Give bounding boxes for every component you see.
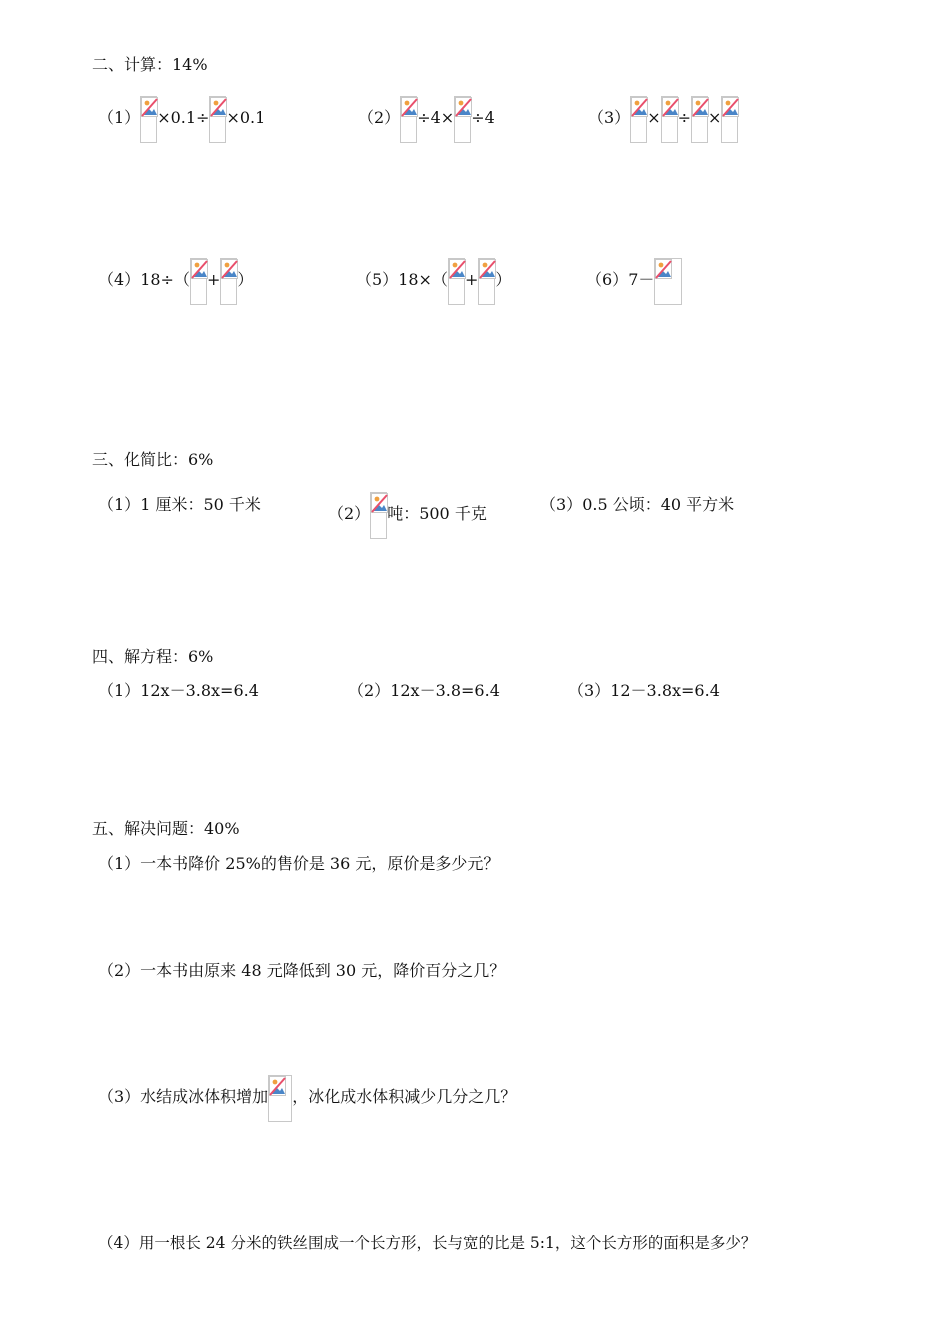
expr-text: 18×（ — [398, 270, 448, 289]
item-label: （3） — [588, 108, 631, 127]
broken-image-icon — [630, 96, 647, 143]
item-label: （2） — [358, 108, 401, 127]
item-label: （2） — [348, 681, 391, 700]
item-text: 12－3.8x=6.4 — [610, 681, 720, 700]
item-text: 0.5 公顷：40 平方米 — [582, 495, 735, 514]
ratio-item-1 — [98, 492, 261, 515]
broken-image-icon — [691, 96, 708, 143]
expr-text: + — [464, 270, 479, 289]
item-label: （1） — [98, 495, 141, 514]
broken-image-icon — [209, 96, 226, 143]
equation-item-1 — [98, 678, 259, 701]
problem-text: ，冰化成水体积减少几分之几？ — [292, 1087, 517, 1106]
section-title-calc: 二、计算：14% — [92, 55, 208, 74]
expr-text: ÷4× — [417, 108, 455, 127]
problem-3 — [98, 1075, 516, 1122]
expr-text: ） — [495, 270, 512, 289]
ratio-item-3 — [540, 492, 734, 515]
broken-image-icon — [448, 258, 465, 305]
ratio-item-2 — [328, 492, 487, 539]
problem-text: （3）水结成冰体积增加 — [98, 1087, 269, 1106]
section-title-equation: 四、解方程：6% — [92, 647, 214, 666]
broken-image-icon — [454, 96, 471, 143]
broken-image-icon — [268, 1075, 292, 1122]
expr-text: 7－ — [628, 270, 655, 289]
broken-image-icon — [400, 96, 417, 143]
item-label: （5） — [356, 270, 399, 289]
section-title-ratio: 三、化简比：6% — [92, 450, 214, 469]
broken-image-icon — [654, 258, 682, 305]
expr-text: ） — [237, 270, 254, 289]
expr-text: 18÷（ — [140, 270, 190, 289]
equation-item-2 — [348, 678, 500, 701]
expr-text: × — [708, 108, 722, 127]
broken-image-icon — [661, 96, 678, 143]
item-label: （1） — [98, 681, 141, 700]
calc-item-2 — [358, 96, 495, 143]
problem-4: （4）用一根长 24 分米的铁丝围成一个长方形，长与宽的比是 5:1，这个长方形的面积是多少？ — [98, 1234, 757, 1252]
item-text: 12x－3.8=6.4 — [390, 681, 500, 700]
broken-image-icon — [721, 96, 738, 143]
broken-image-icon — [220, 258, 237, 305]
expr-text: + — [206, 270, 221, 289]
calc-item-5 — [356, 258, 511, 305]
broken-image-icon — [190, 258, 207, 305]
item-text: 吨：500 千克 — [387, 504, 487, 523]
item-label: （3） — [568, 681, 611, 700]
expr-text: × — [647, 108, 661, 127]
item-label: （1） — [98, 108, 141, 127]
problem-1: （1）一本书降价 25%的售价是 36 元，原价是多少元？ — [98, 854, 500, 873]
item-label: （4） — [98, 270, 141, 289]
calc-item-3 — [588, 96, 738, 143]
calc-item-4 — [98, 258, 253, 305]
broken-image-icon — [478, 258, 495, 305]
item-text: 1 厘米：50 千米 — [140, 495, 261, 514]
calc-item-6 — [586, 258, 682, 305]
expr-text: ÷4 — [471, 108, 495, 127]
item-label: （3） — [540, 495, 583, 514]
item-label: （2） — [328, 504, 371, 523]
item-label: （6） — [586, 270, 629, 289]
problem-2: （2）一本书由原来 48 元降低到 30 元，降价百分之几？ — [98, 961, 506, 980]
equation-item-3 — [568, 678, 720, 701]
expr-text: ×0.1÷ — [157, 108, 210, 127]
expr-text: ÷ — [677, 108, 691, 127]
broken-image-icon — [140, 96, 157, 143]
calc-item-1 — [98, 96, 265, 143]
expr-text: ×0.1 — [226, 108, 266, 127]
item-text: 12x－3.8x=6.4 — [140, 681, 259, 700]
broken-image-icon — [370, 492, 387, 539]
section-title-problems: 五、解决问题：40% — [92, 819, 240, 838]
